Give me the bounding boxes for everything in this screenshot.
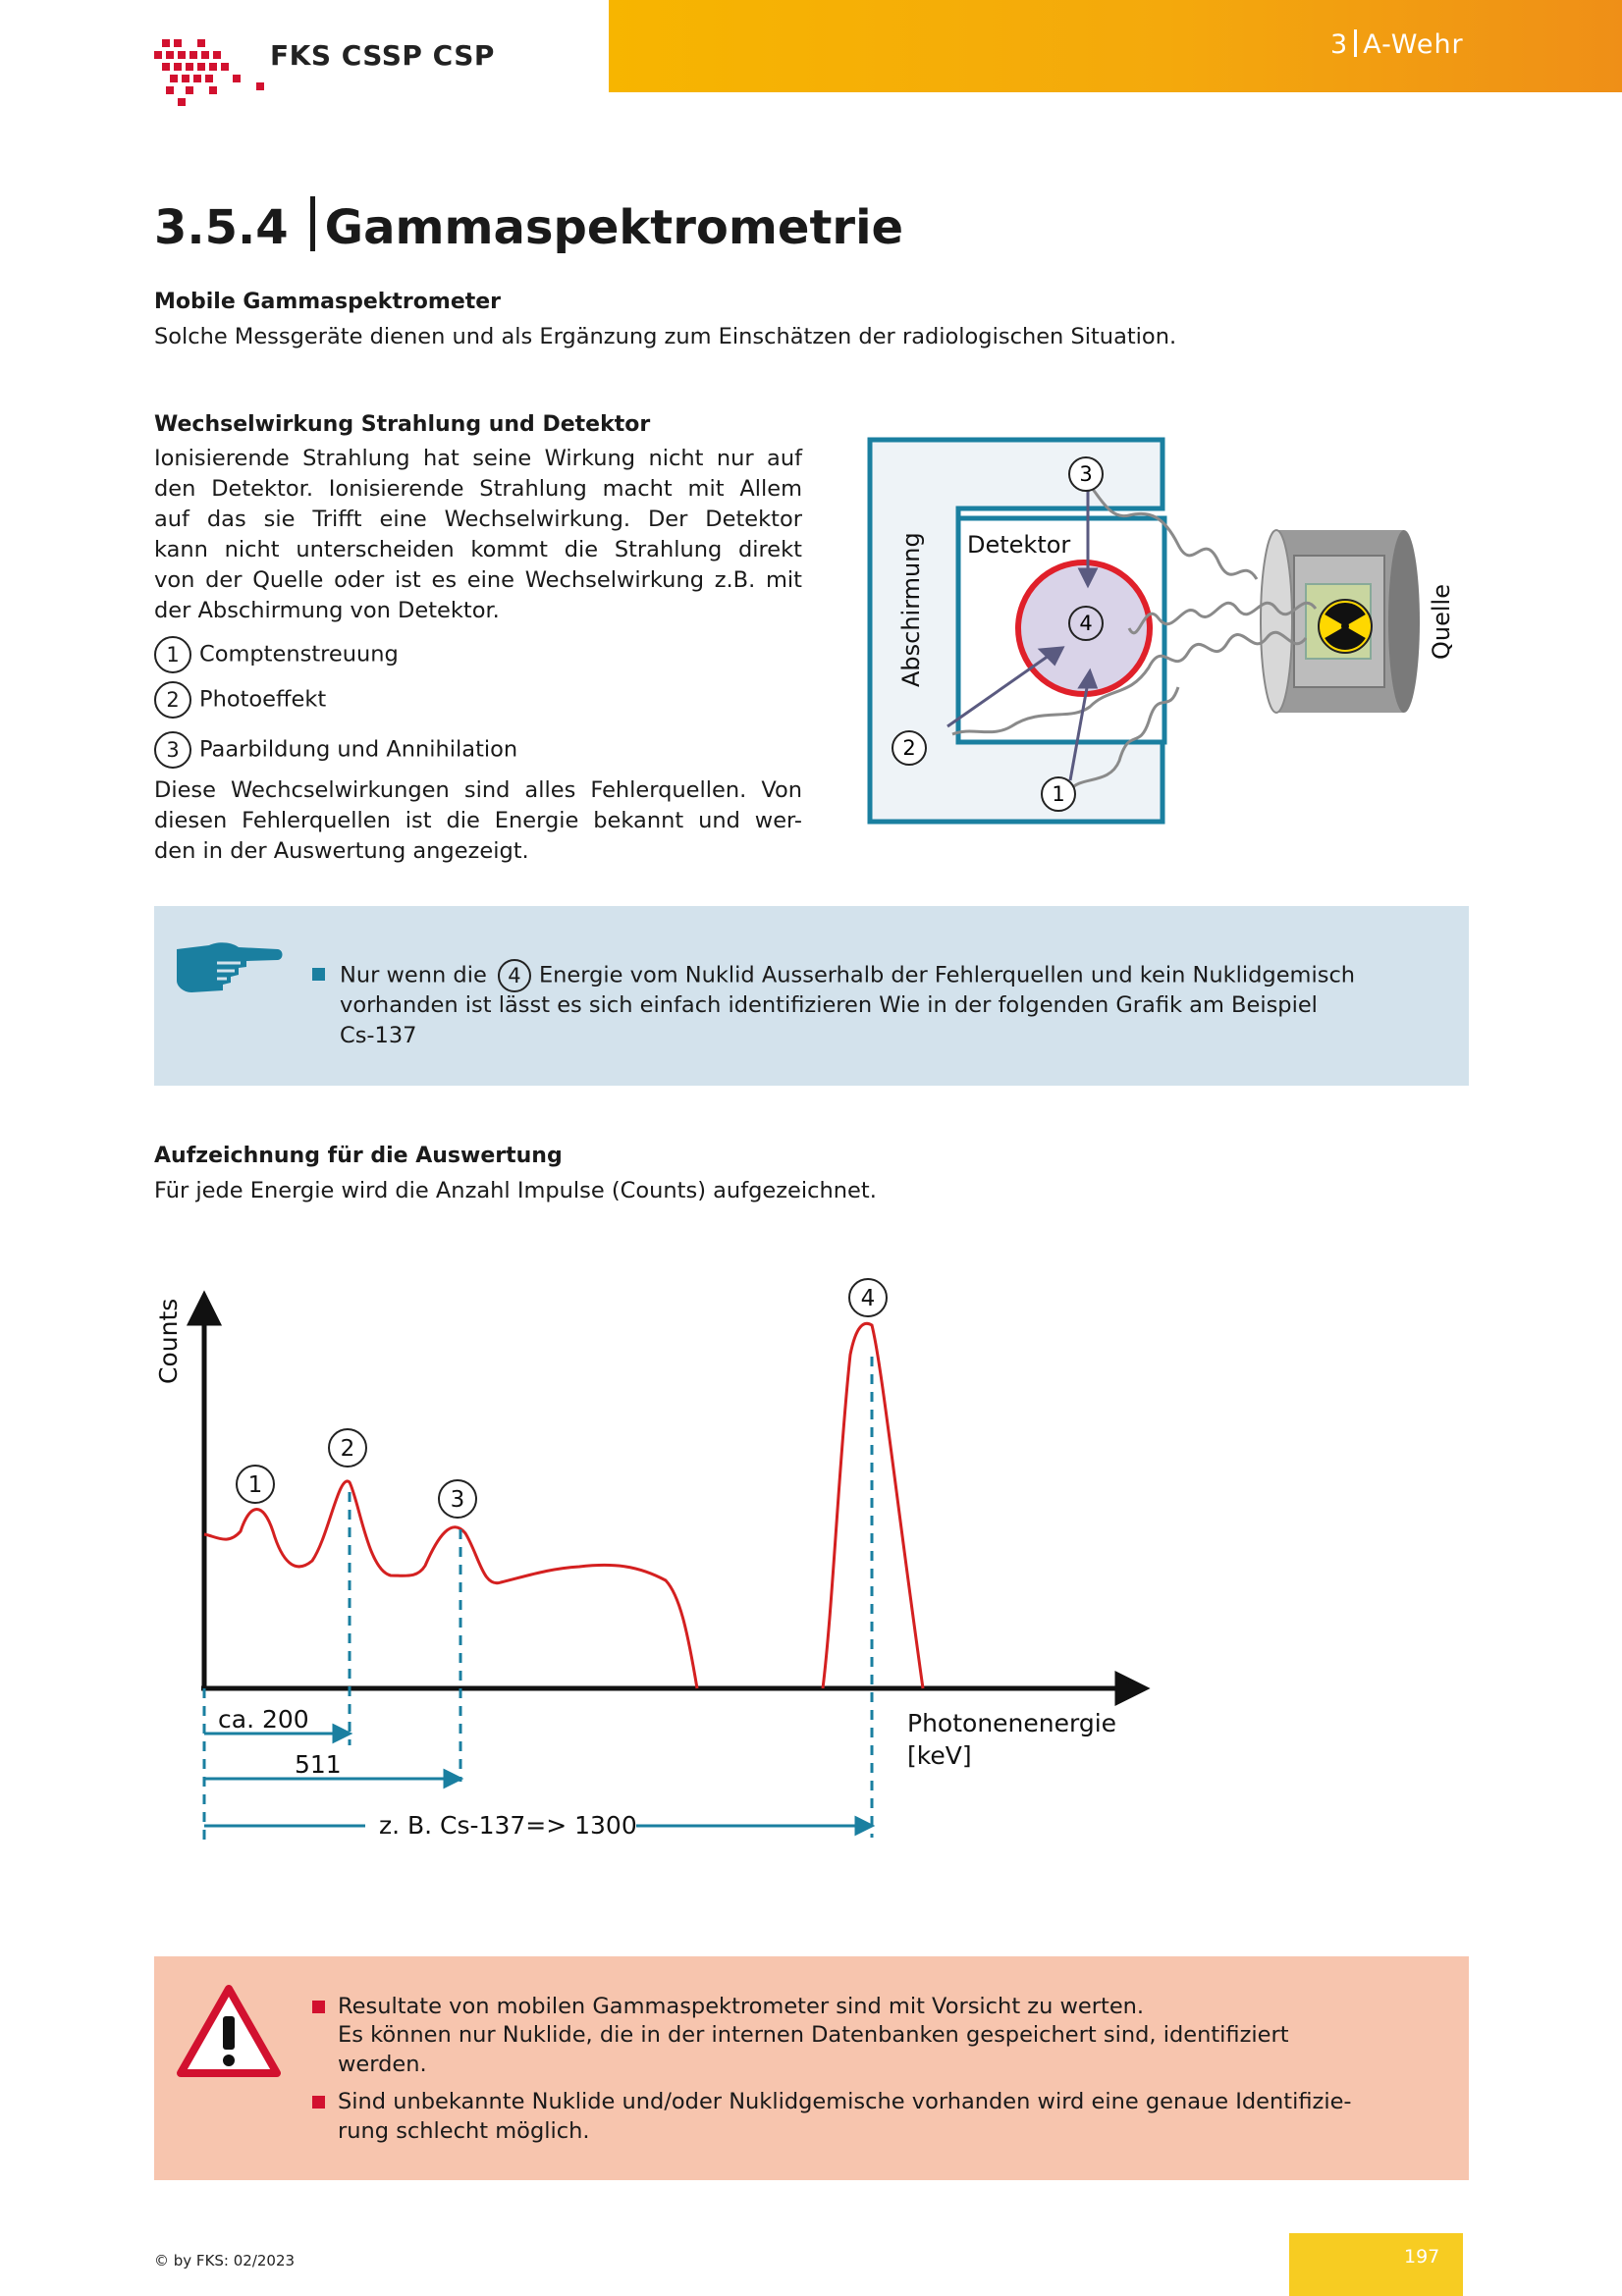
interaction-heading: Wechselwirkung Strahlung und Detektor xyxy=(154,412,651,437)
page-number: 197 xyxy=(1404,2246,1440,2268)
brand-name: FKS CSSP CSP xyxy=(270,39,495,72)
diagram-marker-4: 4 xyxy=(1079,612,1093,635)
detector-diagram xyxy=(864,432,1455,834)
x-axis-arrow-icon xyxy=(1117,1675,1145,1702)
note-bullet-icon xyxy=(312,968,325,981)
list-item xyxy=(154,636,399,673)
list-item-label: Comptenstreuung xyxy=(199,641,399,667)
recording-text: Für jede Energie wird die Anzahl Impulse (Counts) aufgezeichnet. xyxy=(154,1178,877,1203)
paragraph-line: von der Quelle oder ist es eine Wechselwirkung z.B. mit xyxy=(154,567,802,593)
note-marker-4-icon: 4 xyxy=(498,959,531,992)
marker-3-icon: 3 xyxy=(154,731,191,769)
note-text-pre: Nur wenn die xyxy=(340,962,487,988)
warning-line: Sind unbekannte Nuklide und/oder Nuklidgemische vorhanden wird eine genaue Identifizie- xyxy=(338,2089,1352,2114)
chapter-number: 3 xyxy=(1330,29,1349,60)
energy-label: z. B. Cs-137=> 1300 xyxy=(379,1811,637,1840)
fks-logo-icon xyxy=(152,35,270,114)
paragraph-line: auf das sie Trifft eine Wechselwirkung. Der Detektor xyxy=(154,507,802,532)
chapter-header xyxy=(1330,29,1464,60)
diagram-marker-2: 2 xyxy=(902,736,916,760)
energy-label: ca. 200 xyxy=(218,1705,309,1734)
x-axis-label: Photonenenergie xyxy=(907,1709,1117,1737)
list-item xyxy=(154,681,326,719)
warning-line: Es können nur Nuklide, die in der internen Datenbanken gespeichert sind, identifiziert xyxy=(338,2022,1289,2048)
chapter-title: A-Wehr xyxy=(1363,29,1464,60)
section-title xyxy=(154,196,903,255)
section-title-text: Gammaspektrometrie xyxy=(324,200,904,255)
list-item xyxy=(154,731,517,769)
mobile-text: Solche Messgeräte dienen und als Ergänzung zum Einschätzen der radiologischen Situation. xyxy=(154,324,1177,349)
diagram-marker-1: 1 xyxy=(1052,782,1065,806)
recording-heading: Aufzeichnung für die Auswertung xyxy=(154,1144,563,1168)
header-bar xyxy=(609,0,1622,92)
marker-2-icon: 2 xyxy=(154,681,191,719)
errors-paragraph xyxy=(154,775,802,867)
y-axis-arrow-icon xyxy=(190,1296,218,1323)
detector-label: Detektor xyxy=(967,531,1071,559)
diagram-marker-3: 3 xyxy=(1079,462,1093,486)
paragraph-line: der Abschirmung von Detektor. xyxy=(154,598,500,623)
paragraph-line: kann nicht unterscheiden kommt die Strahlung direkt xyxy=(154,537,802,562)
note-text-post: Energie vom Nuklid Ausserhalb der Fehlerquellen und kein Nuklidgemisch xyxy=(538,962,1356,988)
mobile-heading: Mobile Gammaspektrometer xyxy=(154,290,502,314)
note-line-2: vorhanden ist lässt es sich einfach identifizieren Wie in der folgenden Grafik am Beispiel xyxy=(340,992,1318,1018)
warning-triangle-icon xyxy=(175,1983,283,2079)
paragraph-line: Ionisierende Strahlung hat seine Wirkung nicht nur auf xyxy=(154,446,802,471)
warning-line: werden. xyxy=(338,2052,427,2077)
list-item-label: Paarbildung und Annihilation xyxy=(199,736,518,763)
note-line-1 xyxy=(340,959,1355,992)
note-line-3: Cs-137 xyxy=(340,1023,417,1048)
warning-line: Resultate von mobilen Gammaspektrometer sind mit Vorsicht zu werten. xyxy=(338,1994,1145,2019)
x-axis-unit: [keV] xyxy=(907,1741,972,1770)
footer-copyright: © by FKS: 02/2023 xyxy=(154,2252,296,2269)
energy-label: 511 xyxy=(295,1750,342,1779)
spectrum-chart xyxy=(137,1266,1159,1855)
peak-marker-3: 3 xyxy=(450,1487,465,1513)
radiation-icon xyxy=(1319,600,1372,653)
list-item-label: Photoeffekt xyxy=(199,686,327,713)
marker-1-icon: 1 xyxy=(154,636,191,673)
warning-bullet-icon xyxy=(312,2096,325,2109)
peak-marker-4: 4 xyxy=(860,1286,876,1311)
paragraph-line: Diese Wechcselwirkungen sind alles Fehlerquellen. Von xyxy=(154,777,802,803)
peak-marker-2: 2 xyxy=(340,1436,355,1462)
paragraph-line: den in der Auswertung angezeigt. xyxy=(154,838,529,864)
interaction-paragraph xyxy=(154,444,802,626)
source-label: Quelle xyxy=(1428,584,1455,660)
warning-bullet-icon xyxy=(312,2001,325,2013)
shield-label: Abschirmung xyxy=(897,532,925,687)
paragraph-line: den Detektor. Ionisierende Strahlung macht mit Allem xyxy=(154,476,802,502)
peak-marker-1: 1 xyxy=(247,1472,263,1498)
paragraph-line: diesen Fehlerquellen ist die Energie bekannt und wer- xyxy=(154,808,802,833)
warning-line: rung schlecht möglich. xyxy=(338,2118,590,2144)
section-number: 3.5.4 xyxy=(154,200,289,255)
pointing-hand-icon xyxy=(172,937,285,996)
y-axis-label: Counts xyxy=(154,1298,183,1384)
